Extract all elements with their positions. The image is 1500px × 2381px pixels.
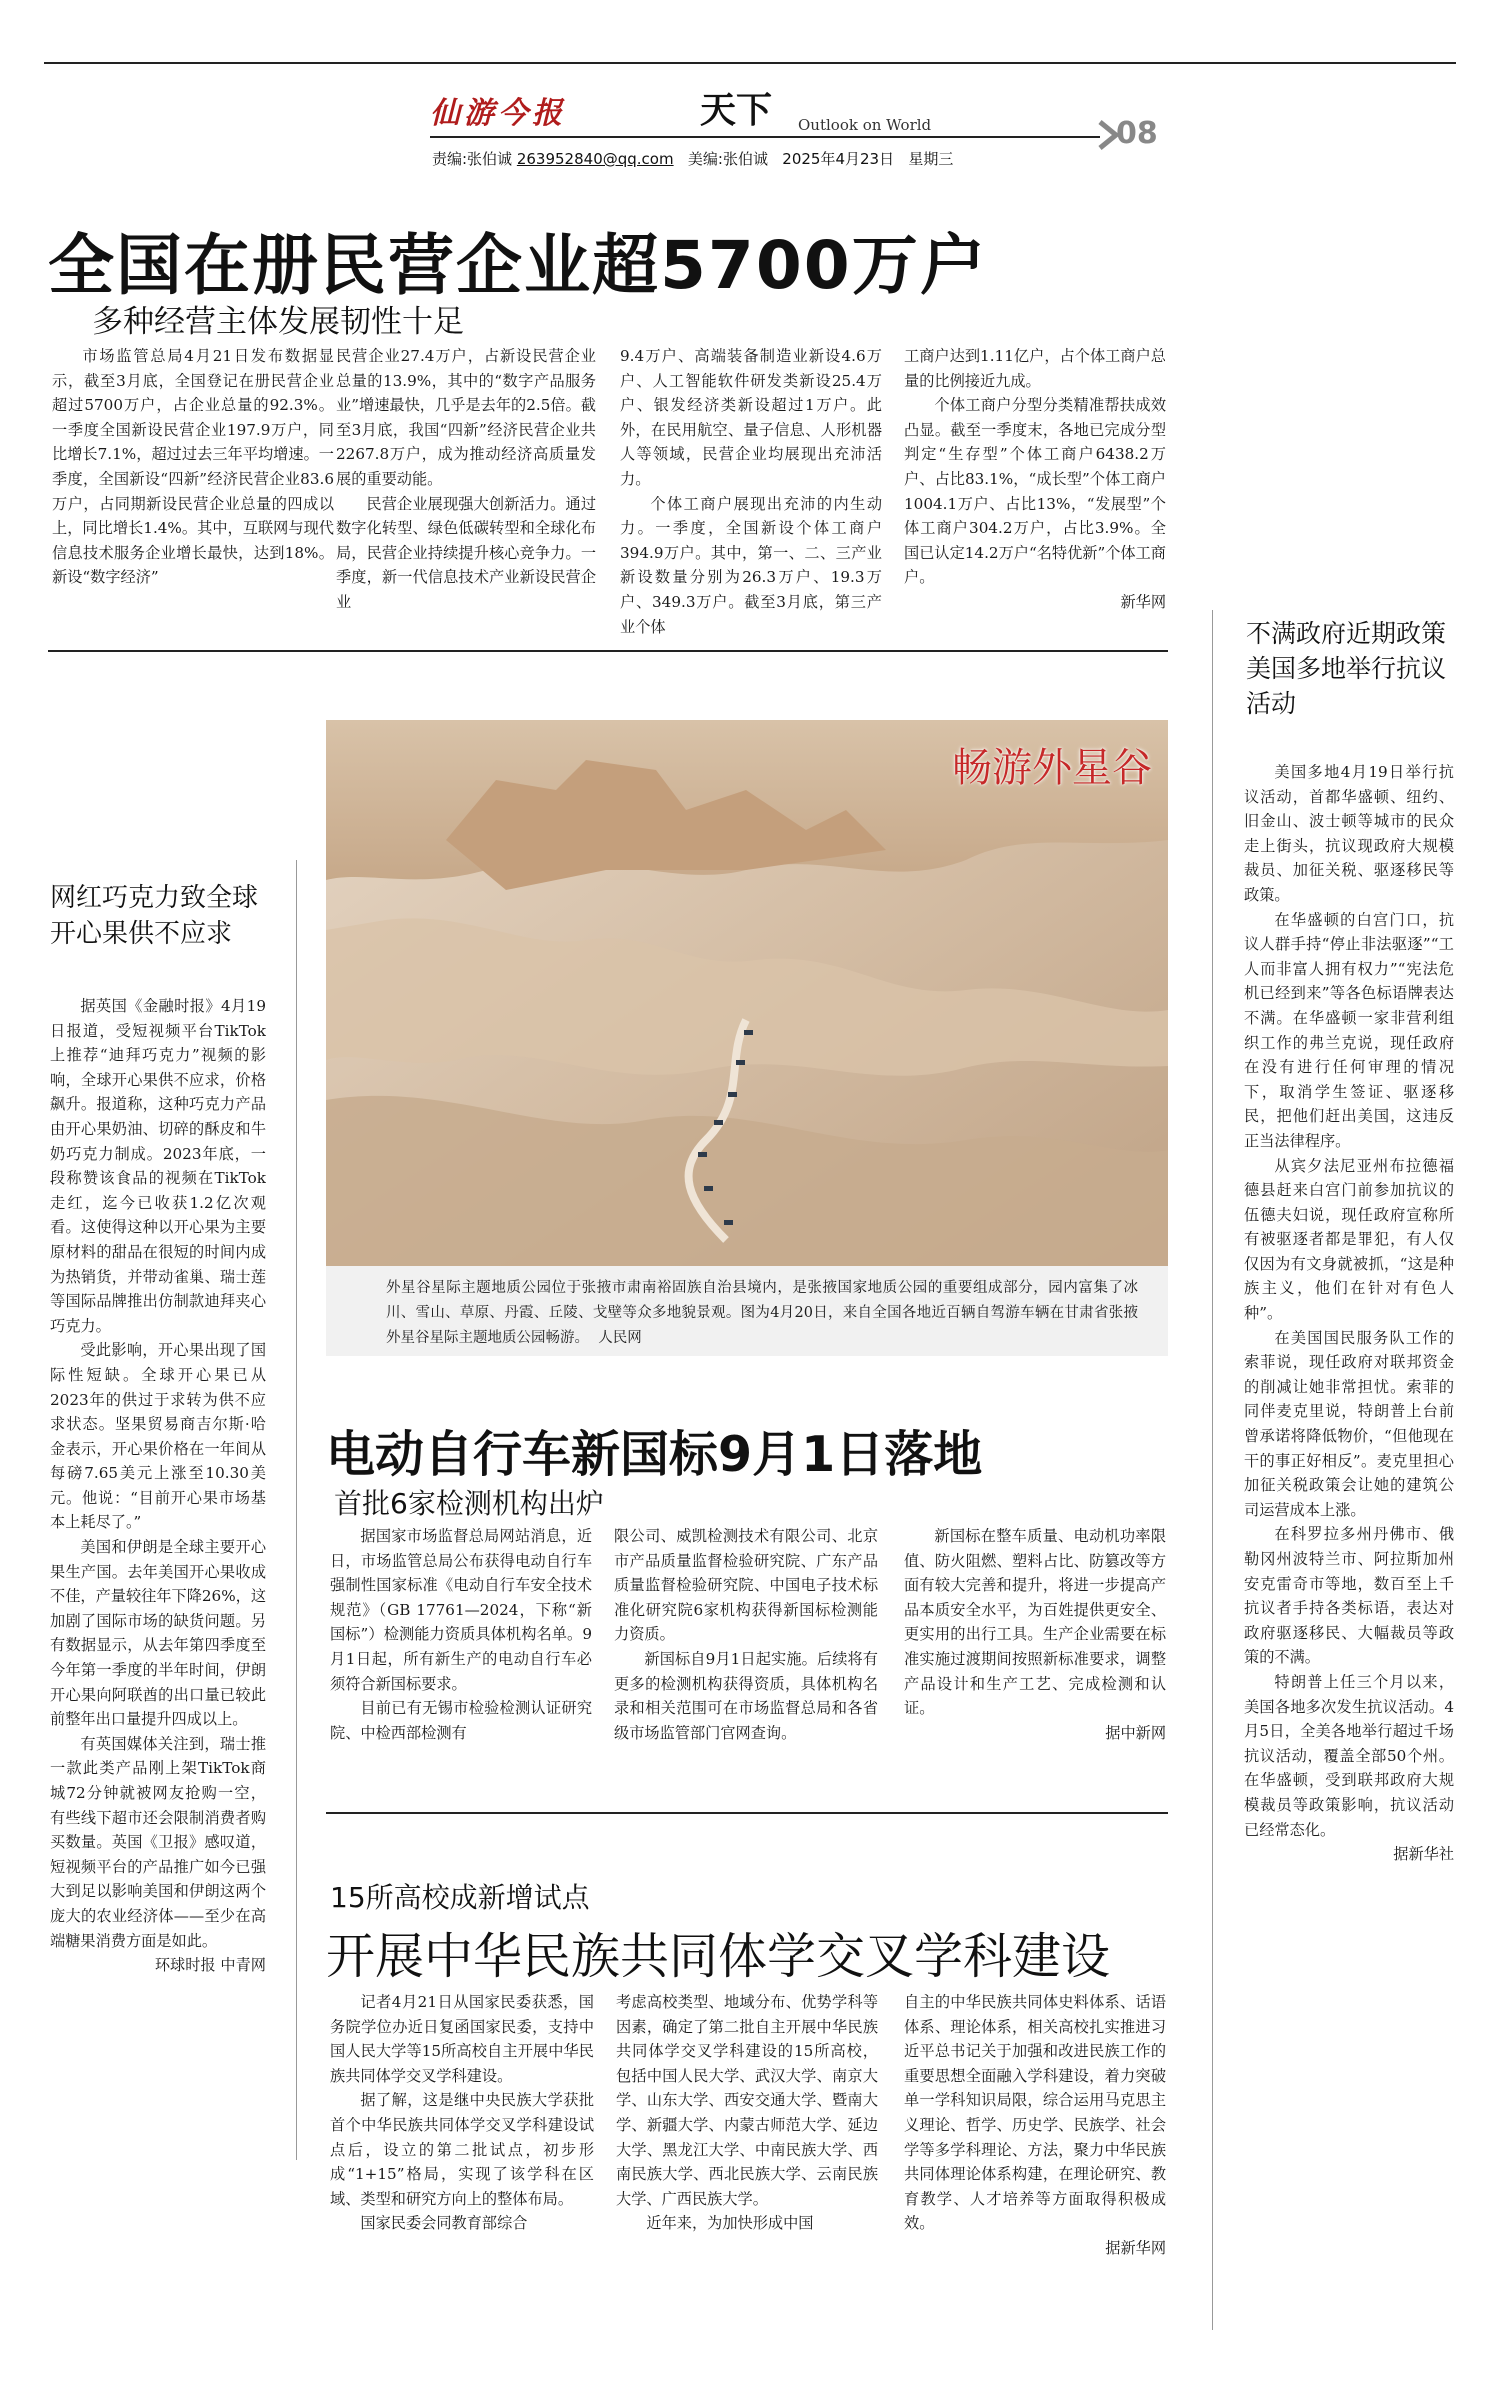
headline-pistachio: 网红巧克力致全球开心果供不应求	[50, 883, 259, 949]
top-rule	[44, 62, 1456, 64]
designer: 美编:张伯诚	[687, 150, 768, 168]
story1-source: 新华网	[1120, 592, 1166, 611]
photo-label: 畅游外星谷	[952, 745, 1152, 791]
university-column-1: 记者4月21日从国家民委获悉，国务院学位办近日复函国家民委，支持中国人民大学等15所高校自主开展中华民族共同体学交叉学科建设。 据了解，这是继中央民族大学获批首个中华民族共同体学交叉学科建设试点后，设立的第二批试点，初步形成“1+15”格局，实现了该学科在区域、类型和研究方向上的整体布局。 国家民委会同教育部综合	[330, 1993, 594, 2233]
photo-caption-text: 外星谷星际主题地质公园位于张掖市肃南裕固族自治县境内，是张掖国家地质公园的重要组成部分，园内富集了冰川、雪山、草原、丹霞、丘陵、戈壁等众多地貌景观。图为4月20日，来自全国各地近百辆自驾游车辆在甘肃省张掖外星谷星际主题地质公园畅游。	[386, 1280, 1138, 1346]
story-pistachio-body: 据英国《金融时报》4月19日报道，受短视频平台TikTok上推荐“迪拜巧克力”视频的影响，全球开心果供不应求，价格飙升。报道称，这种巧克力产品由开心果奶油、切碎的酥皮和牛奶巧克力制成。2023年底，一段称赞该食品的视频在TikTok走红，迄今已收获1.2亿次观看。这使得这种以开心果为主要原材料的甜品在很短的时间内成为热销货，并带动雀巢、瑞士莲等国际品牌推出仿制款迪拜夹心巧克力。 受此影响，开心果出现了国际性短缺。全球开心果已从2023年的供过于求转为供不应求状态。坚果贸易商吉尔斯·哈金表示，开心果价格在一年间从每磅7.65美元上涨至10.30美元。他说：“目前开心果市场基本上耗尽了。” 美国和伊朗是全球主要开心果生产国。去年美国开心果收成不佳，产量较往年下降26%，这加剧了国际市场的缺货问题。另有数据显示，从去年第四季度至今年第一季度的半年时间，伊朗开心果向阿联酋的出口量已较此前整年出口量提升四成以上。 有英国媒体关注到，瑞士推一款此类产品刚上架TikTok商城72分钟就被网友抢购一空，有些线下超市还会限制消费者购买数量。英国《卫报》感叹道，短视频平台的产品推广如今已强大到足以影响美国和伊朗这两个庞大的农业经济体——至少在高端糖果消费方面是如此。 环球时报 中青网	[50, 994, 266, 2174]
headline-us-protests: 不满政府近期政策美国多地举行抗议活动	[1246, 619, 1447, 718]
subhead-ebike: 首批6家检测机构出炉	[334, 1487, 604, 1520]
page-number: 08	[1116, 116, 1158, 151]
story1-bottom-rule	[48, 650, 1168, 652]
masthead-meta	[432, 148, 953, 169]
photo-credit: 人民网	[598, 1330, 642, 1346]
story1-column-3: 9.4万户、高端装备制造业新设4.6万户、人工智能软件研发类新设25.4万户、银发经济类新设超过1万户。此外，在民用航空、量子信息、人形机器人等领域，民营企业均展现出充沛活力。 个体工商户展现出充沛的内生动力。一季度，全国新设个体工商户394.9万户。其中，第一、二、三产业新设数量分别为26.3万户、19.3万户、349.3万户。截至3月底，第三产业个体	[620, 347, 882, 636]
editor-email[interactable]: 263952840@qq.com	[516, 150, 674, 168]
ebike-column-3: 新国标在整车质量、电动机功率限值、防火阻燃、塑料占比、防篡改等方面有较大完善和提升，将进一步提高产品本质安全水平，为百姓提供更安全、更实用的出行工具。生产企业需要在标准实施过渡期间按照新标准要求，调整产品设计和生产工艺、完成检测和认证。 据中新网	[904, 1524, 1166, 1794]
right-sidebar-divider	[1212, 610, 1213, 2330]
story1-column-4: 工商户达到1.11亿户，占个体工商户总量的比例接近九成。 个体工商户分型分类精准帮扶成效凸显。截至一季度末，各地已完成分型判定“生存型”个体工商户6438.2万户、占比83.1%，“成长型”个体工商户1004.1万户、占比13%，“发展型”个体工商户304.2万户，占比3.9%。全国已认定14.2万户“名特优新”个体工商户。 新华网	[904, 344, 1166, 646]
university-column-3: 自主的中华民族共同体史料体系、话语体系、理论体系，相关高校扎实推进习近平总书记关于加强和改进民族工作的重要思想全面融入学科建设，着力突破单一学科知识局限，综合运用马克思主义理论、哲学、历史学、民族学、社会学等多学科理论、方法，聚力中华民族共同体理论体系构建，在理论研究、教育教学、人才培养等方面取得积极成效。 据新华网	[904, 1990, 1166, 2330]
newspaper-logo: 仙游今报	[430, 96, 566, 131]
issue-weekday: 星期三	[908, 150, 954, 168]
masthead-rule	[430, 136, 1100, 138]
left-sidebar-divider	[296, 860, 297, 2160]
section-title: 天下	[700, 90, 773, 131]
kicker-university: 15所高校成新增试点	[330, 1881, 590, 1914]
issue-date: 2025年4月23日	[782, 150, 895, 168]
photo-caption	[326, 1266, 1168, 1356]
story-us-source: 据新华社	[1393, 1845, 1454, 1864]
ebike-bottom-rule	[326, 1812, 1168, 1814]
headline-university: 开展中华民族共同体学交叉学科建设	[326, 1928, 1111, 1985]
story1-column-2: 民营企业27.4万户，占新设民营企业总量的13.9%，其中的“数字产品服务业”增速最快，几乎是去年的2.5倍。截至3月底，我国“四新”经济民营企业共2267.8万户，成为推动经济高质量发展的重要动能。 民营企业展现强大创新活力。通过数字化转型、绿色低碳转型和全球化布局，民营企业持续提升核心竞争力。一季度，新一代信息技术产业新设民营企业	[336, 347, 596, 611]
headline-ebike: 电动自行车新国标9月1日落地	[326, 1426, 983, 1483]
university-column-2: 考虑高校类型、地域分布、优势学科等因素，确定了第二批自主开展中华民族共同体学交叉学科建设的15所高校，包括中国人民大学、武汉大学、南京大学、山东大学、西安交通大学、暨南大学、新疆大学、内蒙古师范大学、延边大学、黑龙江大学、中南民族大学、西南民族大学、西北民族大学、云南民族大学、广西民族大学。 近年来，为加快形成中国	[616, 1993, 878, 2233]
ebike-column-2: 限公司、威凯检测技术有限公司、北京市产品质量监督检验研究院、广东产品质量监督检验研究院、中国电子技术标准化研究院6家机构获得新国标检测能力资质。 新国标自9月1日起实施。后续将有更多的检测机构获得资质，具体机构名录和相关范围可在市场监督总局和各省级市场监管部门官网查询。	[614, 1527, 878, 1742]
editor: 责编:张伯诚	[432, 150, 513, 168]
story-pistachio-source: 环球时报 中青网	[154, 1956, 266, 1975]
headline-private-enterprises: 全国在册民营企业超5700万户	[48, 227, 988, 304]
subhead-private-enterprises: 多种经营主体发展韧性十足	[92, 304, 464, 340]
ebike-column-1: 据国家市场监督总局网站消息，近日，市场监管总局公布获得电动自行车强制性国家标准《电动自行车安全技术规范》（GB 17761—2024，下称“新国标”）检测能力资质具体机构名单。9月1日起，所有新生产的电动自行车必须符合新国标要求。 目前已有无锡市检验检测认证研究院、中检西部检测有	[330, 1527, 592, 1742]
story1-column-1: 市场监管总局4月21日发布数据显示，截至3月底，全国登记在册民营企业超过5700万户，占企业总量的92.3%。一季度全国新设民营企业197.9万户，同比增长7.1%，超过过去三年平均增速。一季度，全国新设“四新”经济民营企业83.6万户，占同期新设民营企业总量的四成以上，同比增长1.4%。其中，互联网与现代信息技术服务企业增长最快，达到18%。新设“数字经济”	[52, 347, 334, 587]
photo-alien-valley	[326, 720, 1168, 1266]
section-title-en: Outlook on World	[798, 116, 932, 134]
university-source: 据新华网	[1105, 2238, 1166, 2257]
story-us-body: 美国多地4月19日举行抗议活动，首都华盛顿、纽约、旧金山、波士顿等城市的民众走上街头，抗议现政府大规模裁员、加征关税、驱逐移民等政策。 在华盛顿的白宫门口，抗议人群手持“停止非法驱逐”“工人而非富人拥有权力”“宪法危机已经到来”等各色标语牌表达不满。在华盛顿一家非营利组织工作的弗兰克说，现任政府在没有进行任何审理的情况下，取消学生签证、驱逐移民，把他们赶出美国，这违反正当法律程序。 从宾夕法尼亚州布拉德福德县赶来白宫门前参加抗议的伍德夫妇说，现任政府宣称所有被驱逐者都是罪犯，有人仅仅因为有文身就被抓，“这是种族主义，他们在针对有色人种”。 在美国国民服务队工作的索菲说，现任政府对联邦资金的削减让她非常担忧。索菲的同伴麦克里说，特朗普上台前曾承诺将降低物价，“但他现在干的事正好相反”。麦克里担心加征关税政策会让她的建筑公司运营成本上涨。 在科罗拉多州丹佛市、俄勒冈州波特兰市、阿拉斯加州安克雷奇市等地，数百至上千抗议者手持各类标语，表达对政府驱逐移民、大幅裁员等政策的不满。 特朗普上任三个月以来，美国各地多次发生抗议活动。4月5日，全美各地举行超过千场抗议活动，覆盖全部50个州。在华盛顿，受到联邦政府大规模裁员等政策影响，抗议活动已经常态化。 据新华社	[1244, 760, 1454, 2070]
photo-landscape	[326, 720, 1168, 1266]
ebike-source: 据中新网	[1105, 1723, 1166, 1742]
